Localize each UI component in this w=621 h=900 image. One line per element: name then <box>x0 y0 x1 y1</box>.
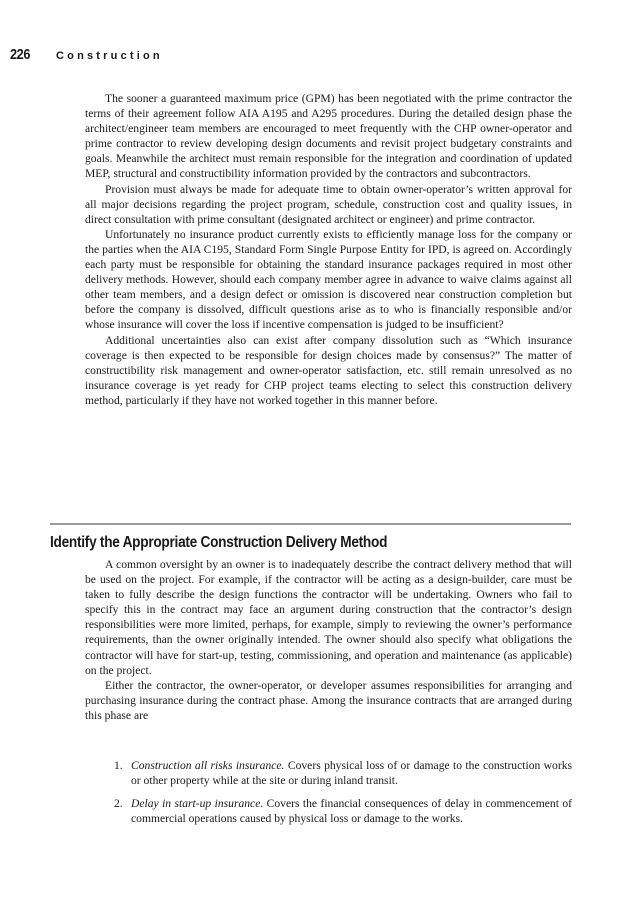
paragraph: Additional uncertainties also can exist after company dissolution such as “Which insurance coverage is then expected to be responsible for design choices made by consensus?” The matter of constructibility risk management and owner-operator satisfaction, etc. still remain unresolved as no insurance coverage is yet ready for CHP project teams electing to select this construction delivery method, particularly if they have not worked together in this manner before. <box>85 333 572 407</box>
running-title: Construction <box>56 50 163 62</box>
list-item-body <box>131 796 572 826</box>
list-item <box>114 758 572 788</box>
section-heading: Identify the Appropriate Construction Delivery Method <box>50 534 388 551</box>
insurance-list <box>114 758 572 834</box>
section-1-body <box>85 91 572 408</box>
list-text: Covers the financial consequences of delay in commencement of commercial operations caused by physical loss or damage to the works. <box>131 797 572 826</box>
list-term: Construction all risks insurance. <box>131 759 285 772</box>
page-number: 226 <box>10 46 31 63</box>
list-number: 2. <box>114 797 123 811</box>
list-term: Delay in start-up insurance. <box>131 797 264 811</box>
paragraph: Unfortunately no insurance product currently exists to efficiently manage loss for the company or the parties when the AIA C195, Standard Form Single Purpose Entity for IPD, is agreed on. Accordingly each party must be responsible for obtaining the standard insurance packages required in most other delivery methods. However, should each company member agree in advance to waive claims against all other team members, and a design defect or omission is discovered near construction completion but before the company is dissolved, difficult questions arise as to who is financially responsible and/or whose insurance will cover the loss if incentive compensation is judged to be insufficient? <box>85 227 572 332</box>
list-item <box>114 796 572 826</box>
section-divider <box>50 523 571 525</box>
list-text: Covers physical loss of or damage to the construction works or other property while at the site or during inland transit. <box>131 759 573 788</box>
list-item-body <box>131 758 572 788</box>
paragraph: The sooner a guaranteed maximum price (GPM) has been negotiated with the prime contractor the terms of their agreement follow AIA A195 and A295 procedures. During the detailed design phase the architect/engineer team members are encouraged to meet frequently with the CHP owner-operator and prime contractor to review developing design documents and revisit project budgetary constraints and goals. Meanwhile the architect must remain responsible for the integration and coordination of updated MEP, structural and constructibility information provided by the contractors and subcontractors. <box>85 92 572 181</box>
running-head <box>10 46 163 66</box>
paragraph: A common oversight by an owner is to inadequately describe the contract delivery method that will be used on the project. For example, if the contractor will be acting as a design-builder, care must be taken to fully describe the design functions the contractor will be undertaking. Owners who fail to specify this in the contract may face an argument during construction that the contractor’s design responsibilities were more limited, perhaps, for example, simply to reviewing the owner’s performance requirements, than the owner originally intended. The owner should also specify what obligations the contractor will have for start-up, testing, commissioning, and operation and maintenance (as applicable) on the project. <box>85 558 572 677</box>
section-2-body <box>85 557 572 723</box>
paragraph: Either the contractor, the owner-operator, or developer assumes responsibilities for arranging and purchasing insurance during the contract phase. Among the insurance contracts that are arranged during this phase are <box>85 678 572 722</box>
list-number: 1. <box>114 759 123 772</box>
paragraph: Provision must always be made for adequate time to obtain owner-operator’s written approval for all major decisions regarding the project program, schedule, construction cost and quality issues, in direct consultation with prime consultant (designated architect or engineer) and prime contractor. <box>85 182 572 226</box>
